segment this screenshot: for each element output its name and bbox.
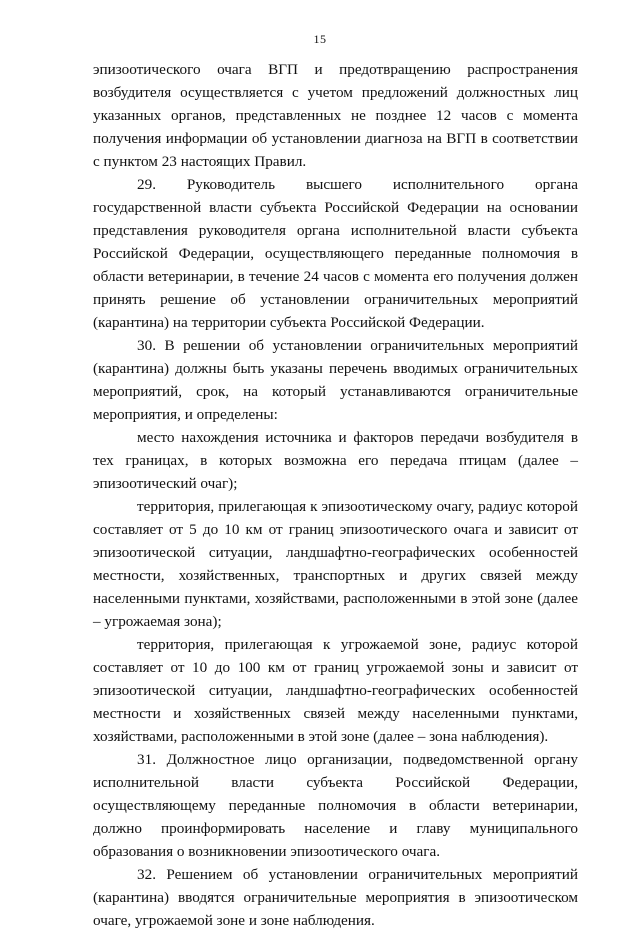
paragraph-30-item-observation-zone: территория, прилегающая к угрожаемой зоне, радиус которой составляет от 10 до 100 км от границ угрожаемой зоны и зависит от эпизоотической ситуации, ландшафтно-географических особенностей местности и хозяйственных связей между населенными пунктами, хозяйствами, расположенными в этой зоне (далее – зона наблюдения). [93, 636, 578, 745]
paragraph-continuation: эпизоотического очага ВГП и предотвращению распространения возбудителя осуществляется с учетом предложений должностных лиц указанных органов, представленных не позднее 12 часов с момента получения информации об установлении диагноза на ВГП в соответствии с пунктом 23 настоящих Правил. [93, 61, 578, 170]
document-body [93, 58, 578, 932]
page-number: 15 [313, 32, 327, 46]
paragraph-30-item-threatened-zone: территория, прилегающая к эпизоотическому очагу, радиус которой составляет от 5 до 10 км от границ эпизоотического очага и зависит от эпизоотической ситуации, ландшафтно-географических особенностей местности, хозяйственных, транспортных и других связей между населенными пунктами, хозяйствами, расположенными в этой зоне (далее – угрожаемая зона); [93, 498, 578, 630]
paragraph-30: 30. В решении об установлении ограничительных мероприятий (карантина) должны быть указаны перечень вводимых ограничительных мероприятий, срок, на который устанавливаются ограничительные мероприятия, и определены: [93, 337, 578, 423]
paragraph-32: 32. Решением об установлении ограничительных мероприятий (карантина) вводятся ограничительные мероприятия в эпизоотическом очаге, угрожаемой зоне и зоне наблюдения. [93, 866, 578, 929]
paragraph-31: 31. Должностное лицо организации, подведомственной органу исполнительной власти субъекта Российской Федерации, осуществляющему переданные полномочия в области ветеринарии, должно проинформировать население и главу муниципального образования о возникновении эпизоотического очага. [93, 751, 578, 860]
paragraph-30-item-outbreak: место нахождения источника и факторов передачи возбудителя в тех границах, в которых возможна его передача птицам (далее – эпизоотический очаг); [93, 429, 578, 492]
paragraph-29: 29. Руководитель высшего исполнительного органа государственной власти субъекта Российской Федерации на основании представления руководителя органа исполнительной власти субъекта Российской Федерации, осуществляющего переданные полномочия в области ветеринарии, в течение 24 часов с момента его получения должен принять решение об установлении ограничительных мероприятий (карантина) на территории субъекта Российской Федерации. [93, 176, 578, 331]
